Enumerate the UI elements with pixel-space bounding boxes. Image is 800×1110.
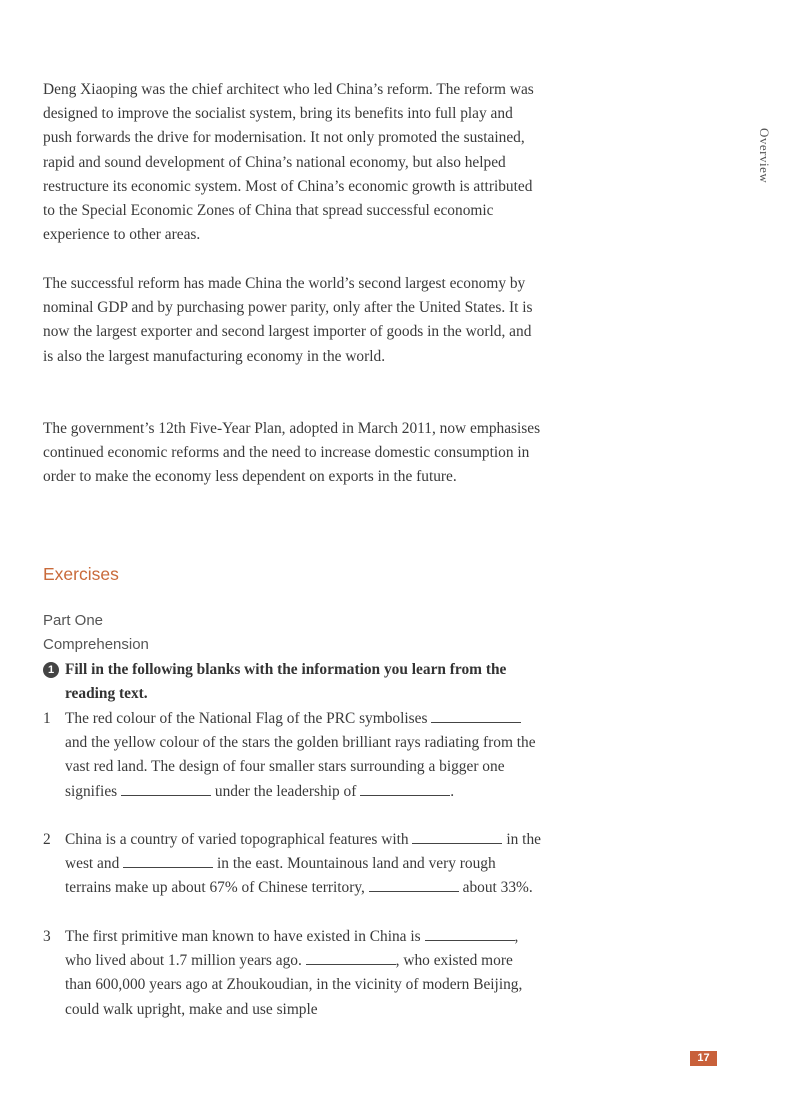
answer-blank[interactable] (412, 828, 502, 844)
answer-blank[interactable] (425, 925, 515, 941)
exercise-instruction (43, 658, 543, 706)
section-heading: Comprehension (43, 636, 149, 653)
question-number: 3 (43, 928, 51, 945)
question-text: China is a country of varied topographical features with in the west and in the east. Mountainous land and very rough terrains make up about 67% of Chinese territory, about 33%. (65, 828, 543, 901)
reading-paragraph-1: Deng Xiaoping was the chief architect who led China’s reform. The reform was designed to improve the socialist system, bring its benefits into full play and push forwards the drive for modernisation. It not only promoted the sustained, rapid and sound development of China’s national economy, but also helped restructure its economic system. Most of China’s economic growth is attributed to the Special Economic Zones of China that spread successful economic experience to other areas. (43, 81, 534, 244)
answer-blank[interactable] (121, 780, 211, 796)
answer-blank[interactable] (360, 780, 450, 796)
page-number-badge: 17 (690, 1051, 717, 1066)
instruction-number-badge: 1 (43, 662, 59, 678)
part-heading: Part One (43, 612, 104, 629)
answer-blank[interactable] (369, 876, 459, 892)
question-2 (43, 828, 543, 901)
reading-paragraph-2: The successful reform has made China the world’s second largest economy by nominal GDP and by purchasing power parity, only after the United States. It is now the largest exporter and second largest importer of goods in the world, and is also the largest manufacturing economy in the world. (43, 275, 533, 365)
question-text: The red colour of the National Flag of the PRC symbolises and the yellow colour of the stars the golden brilliant rays radiating from the vast red land. The design of four smaller stars surrounding a bigger one signifies under the leadership of . (65, 707, 543, 804)
question-number: 1 (43, 710, 51, 727)
answer-blank[interactable] (123, 852, 213, 868)
question-1 (43, 707, 543, 804)
exercises-heading: Exercises (43, 564, 119, 584)
answer-blank[interactable] (431, 707, 521, 723)
answer-blank[interactable] (306, 949, 396, 965)
question-text: The first primitive man known to have existed in China is , who lived about 1.7 million years ago. , who existed more than 600,000 years ago at Zhoukoudian, in the vicinity of modern Beijing, could walk upright, make and use simple (65, 925, 543, 1022)
instruction-text: Fill in the following blanks with the information you learn from the reading text. (65, 661, 507, 703)
section-side-tab: Overview (757, 128, 772, 184)
question-number: 2 (43, 831, 51, 848)
question-3 (43, 925, 543, 1022)
reading-paragraph-3: The government’s 12th Five-Year Plan, adopted in March 2011, now emphasises continued economic reforms and the need to increase domestic consumption in order to make the economy less dependent on exports in the future. (43, 420, 541, 486)
